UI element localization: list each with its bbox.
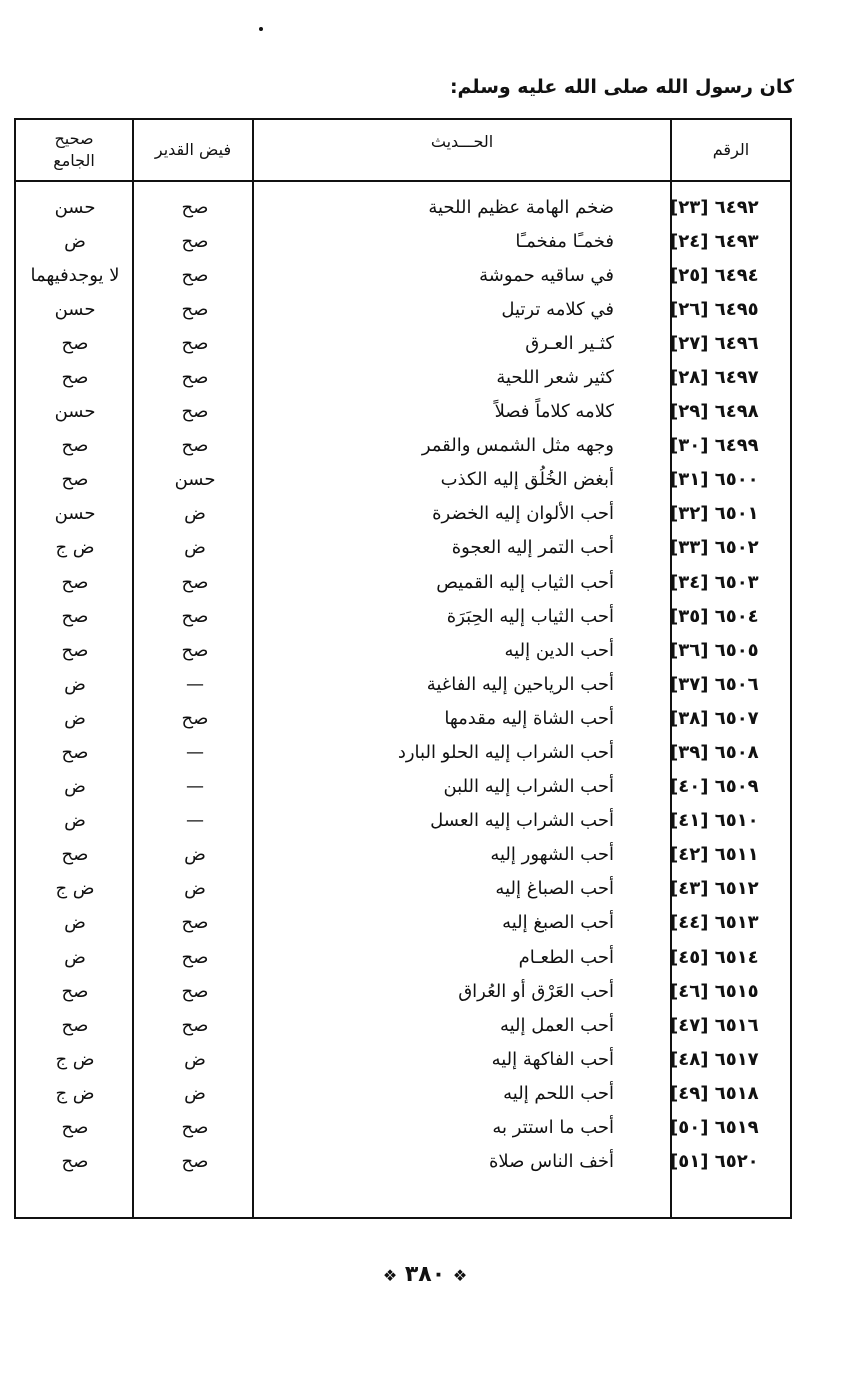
sahih-grade: صح (61, 1117, 89, 1139)
fayd-grade: صح (181, 1014, 209, 1036)
ornament-icon: ❖ (452, 1266, 468, 1285)
sahih-grade: حسن (54, 298, 96, 320)
table-row (16, 190, 790, 224)
fayd-grade: صح (181, 980, 209, 1002)
hadith-text: أحب الشراب إليه الحلو البارد (397, 742, 614, 763)
table-row (16, 736, 790, 770)
hadith-number: ٦٥١٧ [٤٨] (670, 1048, 759, 1070)
sahih-grade: ض ج (55, 1048, 95, 1070)
hadith-number: ٦٤٩٤ [٢٥] (670, 264, 759, 286)
hadith-text: أحب الثياب إليه الحِبَرَة (446, 605, 614, 627)
hadith-text: أحب التمر إليه العجوة (451, 537, 614, 559)
table-row (16, 531, 790, 565)
fayd-grade: صح (181, 605, 209, 627)
page-number-footer (0, 1262, 850, 1287)
table-row (16, 838, 790, 872)
table-row (16, 940, 790, 974)
hadith-number: ٦٥٠٠ [٣١] (670, 469, 759, 491)
hadith-text: أحب الرياحين إليه الفاغية (426, 673, 614, 695)
hadith-number: ٦٥١٩ [٥٠] (670, 1117, 759, 1139)
table-body (16, 190, 790, 1179)
hadith-number: ٦٥١٤ [٤٥] (670, 946, 759, 968)
fayd-grade: صح (181, 639, 209, 661)
hadith-number: ٦٤٩٩ [٣٠] (670, 435, 759, 457)
sahih-grade: صح (61, 980, 89, 1002)
hadith-text: أحب الصبغ إليه (502, 912, 614, 934)
hadith-number: ٦٥١٥ [٤٦] (670, 980, 759, 1002)
hadith-number: ٦٥١٢ [٤٣] (670, 878, 759, 900)
fayd-grade: — (186, 810, 204, 832)
hadith-number: ٦٥٠١ [٣٢] (670, 503, 759, 525)
fayd-grade: صح (181, 401, 209, 423)
sahih-grade: صح (61, 435, 89, 457)
fayd-grade: حسن (174, 469, 216, 491)
table-row (16, 906, 790, 940)
hadith-number: ٦٥١٦ [٤٧] (670, 1014, 759, 1036)
table-row (16, 1145, 790, 1179)
stray-mark (259, 27, 263, 31)
fayd-grade: صح (181, 1151, 209, 1173)
fayd-grade: صح (181, 1117, 209, 1139)
hadith-number: ٦٥٠٨ [٣٩] (670, 742, 759, 763)
hadith-number: ٦٥١٣ [٤٤] (670, 912, 759, 934)
hadith-text: أحب الألوان إليه الخضرة (432, 503, 614, 525)
fayd-grade: صح (181, 298, 209, 320)
fayd-grade: صح (181, 912, 209, 934)
ornament-icon: ❖ (382, 1266, 398, 1285)
sahih-grade: ض ج (55, 537, 95, 559)
header-divider (16, 180, 790, 182)
hadith-number: ٦٥٠٣ [٣٤] (670, 571, 759, 593)
sahih-grade: حسن (54, 196, 96, 218)
table-row (16, 1076, 790, 1110)
hadith-text: كثـير العـرق (525, 332, 614, 354)
header-hadith: الحـــديث (430, 132, 494, 151)
fayd-grade: ض (184, 844, 206, 866)
hadith-text: أحب العمل إليه (499, 1014, 614, 1036)
fayd-grade: ض (184, 878, 206, 900)
hadith-number: ٦٥٢٠ [٥١] (670, 1151, 759, 1173)
fayd-grade: صح (181, 366, 209, 388)
hadith-number: ٦٤٩٦ [٢٧] (670, 332, 759, 354)
fayd-grade: صح (181, 332, 209, 354)
hadith-text: وجهه مثل الشمس والقمر (421, 435, 614, 457)
table-row (16, 565, 790, 599)
table-row (16, 224, 790, 258)
sahih-grade: صح (61, 605, 89, 627)
sahih-grade: صح (61, 366, 89, 388)
hadith-text: أحب الشاة إليه مقدمها (444, 707, 614, 729)
sahih-grade: صح (61, 469, 89, 491)
table-row (16, 258, 790, 292)
sahih-grade: صح (61, 571, 89, 593)
fayd-grade: صح (181, 230, 209, 252)
table-row (16, 360, 790, 394)
sahih-grade: صح (61, 742, 89, 763)
hadith-number: ٦٥٠٤ [٣٥] (670, 605, 759, 627)
sahih-grade: ض (64, 673, 86, 695)
header-sahih-jami: صحيح الجامع (53, 129, 95, 170)
sahih-grade: صح (61, 844, 89, 866)
table-row (16, 872, 790, 906)
header-number: الرقم (712, 140, 750, 159)
table-row (16, 395, 790, 429)
fayd-grade: صح (181, 571, 209, 593)
hadith-number: ٦٤٩٨ [٢٩] (670, 401, 759, 423)
hadith-number: ٦٥٠٦ [٣٧] (670, 673, 759, 695)
sahih-grade: ض (64, 946, 86, 968)
hadith-number: ٦٥١١ [٤٢] (670, 844, 759, 866)
fayd-grade: ض (184, 1048, 206, 1070)
hadith-number: ٦٤٩٧ [٢٨] (670, 366, 759, 388)
table-row (16, 667, 790, 701)
hadith-table (14, 118, 792, 1219)
hadith-text: أحب الطعـام (518, 946, 614, 968)
fayd-grade: ض (184, 503, 206, 525)
fayd-grade: صح (181, 946, 209, 968)
hadith-number: ٦٤٩٢ [٢٣] (670, 196, 759, 218)
fayd-grade: صح (181, 264, 209, 286)
sahih-grade: حسن (54, 503, 96, 525)
sahih-grade: ض (64, 707, 86, 729)
hadith-number: ٦٥١٨ [٤٩] (670, 1082, 759, 1104)
table-row (16, 1111, 790, 1145)
sahih-grade: ض (64, 912, 86, 934)
fayd-grade: صح (181, 435, 209, 457)
table-row (16, 463, 790, 497)
hadith-text: أحب اللحم إليه (503, 1082, 614, 1104)
hadith-text: أخف الناس صلاة (488, 1151, 614, 1173)
table-row (16, 292, 790, 326)
sahih-grade: صح (61, 332, 89, 354)
hadith-text: في كلامه ترتيل (501, 298, 614, 320)
sahih-grade: صح (61, 1151, 89, 1173)
sahih-grade: ض (64, 776, 86, 798)
table-row (16, 497, 790, 531)
sahih-grade: صح (61, 1014, 89, 1036)
fayd-grade: ض (184, 537, 206, 559)
hadith-number: ٦٥١٠ [٤١] (670, 810, 759, 832)
hadith-number: ٦٥٠٥ [٣٦] (670, 639, 759, 661)
hadith-text: أحب الثياب إليه القميص (436, 571, 614, 593)
hadith-text: ضخم الهامة عظيم اللحية (428, 196, 614, 218)
hadith-text: أحب الدين إليه (504, 639, 614, 661)
table-row (16, 701, 790, 735)
table-row (16, 599, 790, 633)
sahih-grade: حسن (54, 401, 96, 423)
page-number: ٣٨٠ (404, 1262, 446, 1287)
table-row (16, 770, 790, 804)
hadith-number: ٦٥٠٩ [٤٠] (670, 776, 759, 798)
hadith-text: كلامه كلاماً فصلاً (494, 401, 614, 423)
fayd-grade: — (186, 776, 204, 798)
hadith-text: أحب الشراب إليه اللبن (443, 776, 614, 798)
sahih-grade: لا يوجدفيهما (30, 264, 120, 286)
table-row (16, 326, 790, 360)
fayd-grade: ض (184, 1082, 206, 1104)
table-row (16, 974, 790, 1008)
hadith-text: أحب العَرْق أو العُراق (458, 980, 614, 1002)
fayd-grade: صح (181, 196, 209, 218)
hadith-text: أبغض الخُلُق إليه الكذب (440, 469, 614, 491)
fayd-grade: صح (181, 707, 209, 729)
hadith-number: ٦٤٩٥ [٢٦] (670, 298, 759, 320)
sahih-grade: ض (64, 810, 86, 832)
hadith-text: كثير شعر اللحية (496, 366, 614, 388)
fayd-grade: — (186, 673, 204, 695)
hadith-text: أحب الصباغ إليه (495, 878, 614, 900)
hadith-text: أحب ما استتر به (492, 1117, 614, 1139)
sahih-grade: صح (61, 639, 89, 661)
page-heading: كان رسول الله صلى الله عليه وسلم: (449, 76, 794, 98)
fayd-grade: — (186, 742, 204, 763)
sahih-grade: ض ج (55, 1082, 95, 1104)
hadith-text: أحب الشهور إليه (490, 844, 614, 866)
hadith-text: فخمـًا مفخمـًا (515, 230, 614, 252)
header-fayd-al-qadir: فيض القدير (154, 140, 232, 159)
hadith-number: ٦٤٩٣ [٢٤] (670, 230, 759, 252)
table-row (16, 429, 790, 463)
hadith-number: ٦٥٠٢ [٣٣] (670, 537, 759, 559)
hadith-text: في ساقيه حموشة (479, 264, 614, 286)
sahih-grade: ض (64, 230, 86, 252)
sahih-grade: ض ج (55, 878, 95, 900)
hadith-text: أحب الشراب إليه العسل (430, 810, 614, 832)
hadith-text: أحب الفاكهة إليه (491, 1048, 614, 1070)
table-row (16, 1042, 790, 1076)
table-row (16, 633, 790, 667)
table-row (16, 804, 790, 838)
hadith-number: ٦٥٠٧ [٣٨] (670, 707, 759, 729)
table-row (16, 1008, 790, 1042)
